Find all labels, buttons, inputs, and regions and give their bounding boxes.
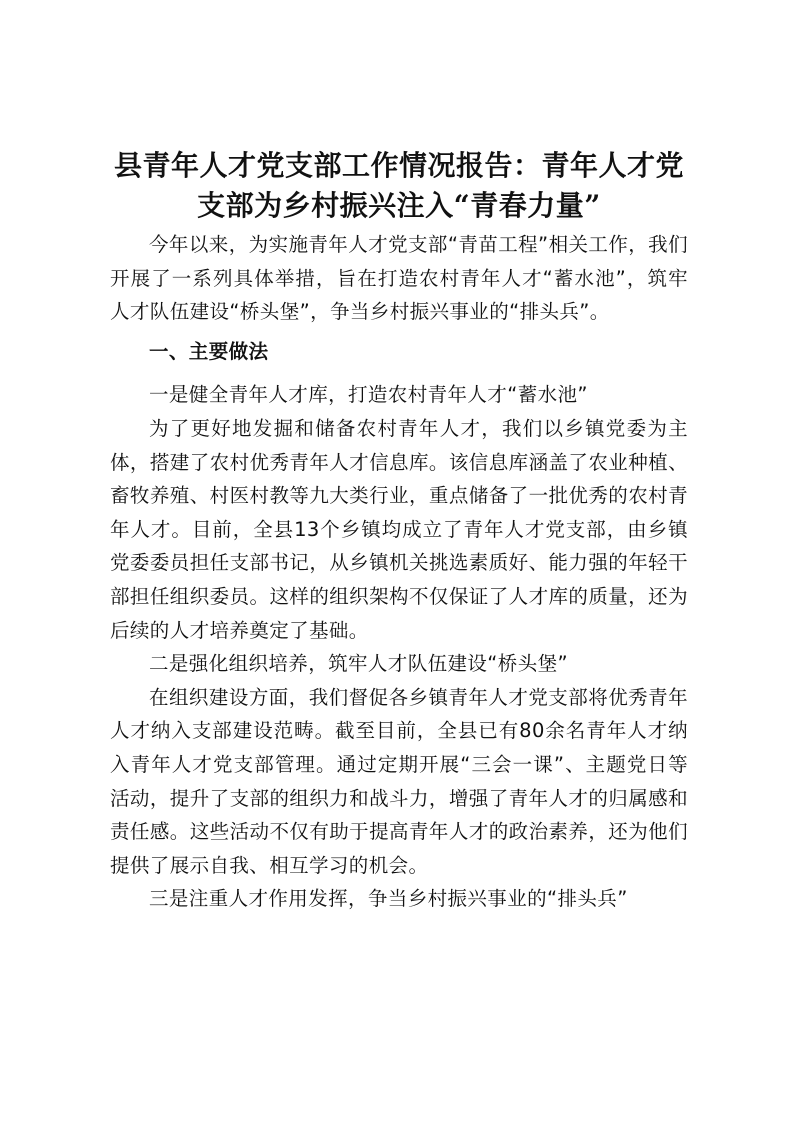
subheading-3: 三是注重人才作用发挥，争当乡村振兴事业的“排头兵” bbox=[149, 887, 628, 911]
document-title bbox=[110, 146, 688, 226]
subheading-1: 一是健全青年人才库，打造农村青年人才“蓄水池” bbox=[149, 383, 588, 407]
intro-paragraph: 今年以来，为实施青年人才党支部“青苗工程”相关工作，我们开展了一系列具体举措，旨在打造农村青年人才“蓄水池”，筑牢人才队伍建设“桥头堡”，争当乡村振兴事业的“排头兵”。 bbox=[110, 233, 688, 324]
document-body bbox=[110, 146, 688, 916]
subheading-2: 二是强化组织培养，筑牢人才队伍建设“桥头堡” bbox=[149, 652, 569, 676]
title-line-1: 县青年人才党支部工作情况报告：青年人才党 bbox=[113, 149, 684, 182]
section-heading: 一、主要做法 bbox=[149, 339, 269, 363]
paragraph-2: 在组织建设方面，我们督促各乡镇青年人才党支部将优秀青年人才纳入支部建设范畴。截至目前，全县已有80余名青年人才纳入青年人才党支部管理。通过定期开展“三会一课”、主题党日等活动，提升了支部的组织力和战斗力，增强了青年人才的归属感和责任感。这些活动不仅有助于提高青年人才的政治素养，还为他们提供了展示自我、相互学习的机会。 bbox=[110, 685, 688, 877]
paragraph-1: 为了更好地发掘和储备农村青年人才，我们以乡镇党委为主体，搭建了农村优秀青年人才信息库。该信息库涵盖了农业种植、畜牧养殖、村医村教等九大类行业，重点储备了一批优秀的农村青年人才。目前，全县13个乡镇均成立了青年人才党支部，由乡镇党委委员担任支部书记，从乡镇机关挑选素质好、能力强的年轻干部担任组织委员。这样的组织架构不仅保证了人才库的质量，还为后续的人才培养奠定了基础。 bbox=[110, 416, 688, 642]
title-line-2: 支部为乡村振兴注入“青春力量” bbox=[197, 189, 601, 222]
